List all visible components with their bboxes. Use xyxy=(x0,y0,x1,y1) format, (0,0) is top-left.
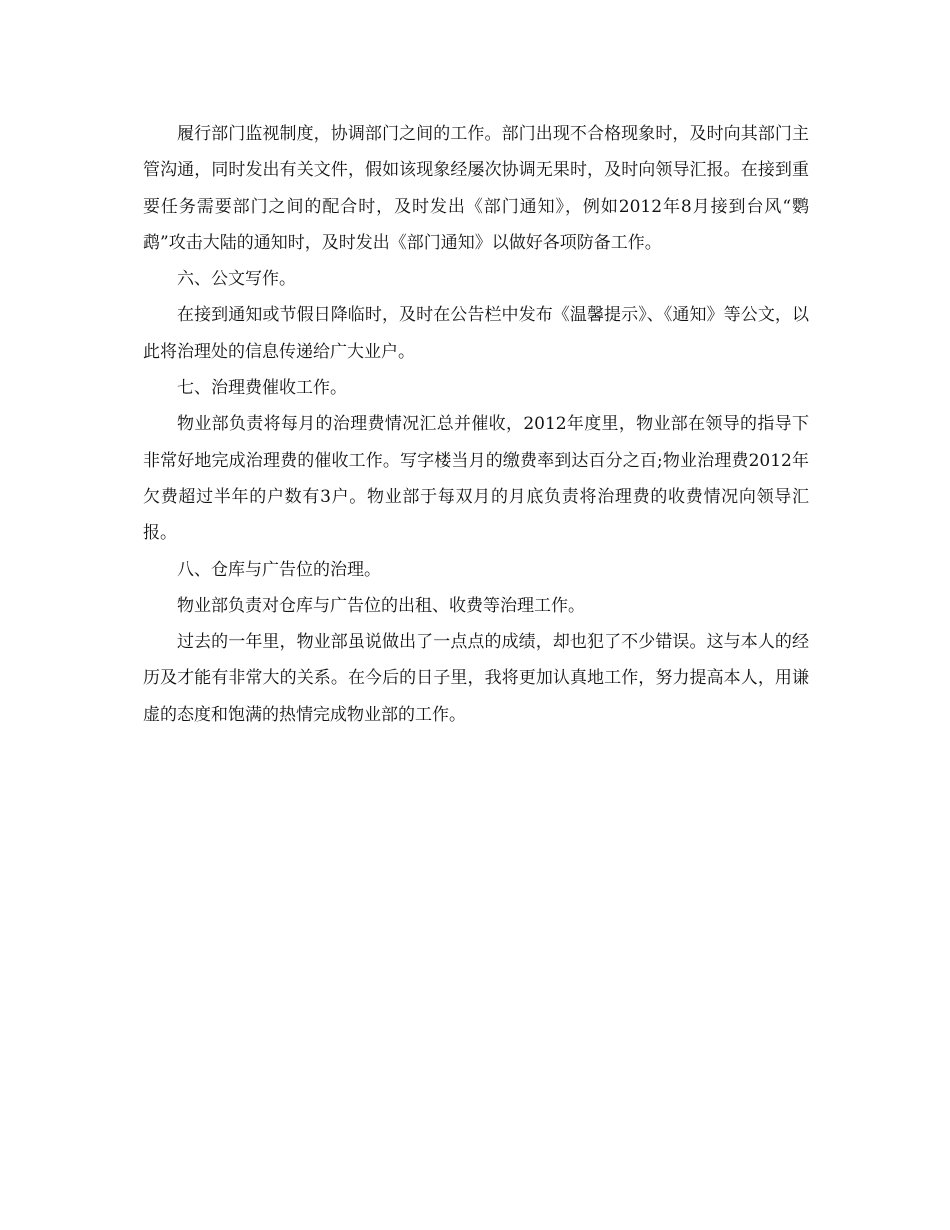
paragraph-fee-collection: 物业部负责将每月的治理费情况汇总并催收，2012年度里，物业部在领导的指导下非常好地完成治理费的催收工作。写字楼当月的缴费率到达百分之百;物业治理费2012年欠费超过半年的户数有3户。物业部于每双月的月底负责将治理费的收费情况向领导汇报。 xyxy=(143,414,809,544)
paragraph-official-writing: 在接到通知或节假日降临时，及时在公告栏中发布《温馨提示》、《通知》等公文，以此将治理处的信息传递给广大业户。 xyxy=(143,305,809,362)
heading-fee-collection: 七、治理费催收工作。 xyxy=(177,378,347,399)
paragraph-warehouse-advertising: 物业部负责对仓库与广告位的出租、收费等治理工作。 xyxy=(177,595,585,616)
heading-official-writing: 六、公文写作。 xyxy=(177,269,296,290)
heading-warehouse-advertising: 八、仓库与广告位的治理。 xyxy=(177,559,381,580)
document-body xyxy=(143,116,809,733)
paragraph-summary: 过去的一年里，物业部虽说做出了一点点的成绩，却也犯了不少错误。这与本人的经历及才能有非常大的关系。在今后的日子里，我将更加认真地工作，努力提高本人，用谦虚的态度和饱满的热情完成物业部的工作。 xyxy=(143,632,809,725)
paragraph-department-supervision: 履行部门监视制度，协调部门之间的工作。部门出现不合格现象时，及时向其部门主管沟通，同时发出有关文件，假如该现象经屡次协调无果时，及时向领导汇报。在接到重要任务需要部门之间的配合时，及时发出《部门通知》，例如2012年8月接到台风“鹦鹉”攻击大陆的通知时，及时发出《部门通知》以做好各项防备工作。 xyxy=(143,124,809,253)
